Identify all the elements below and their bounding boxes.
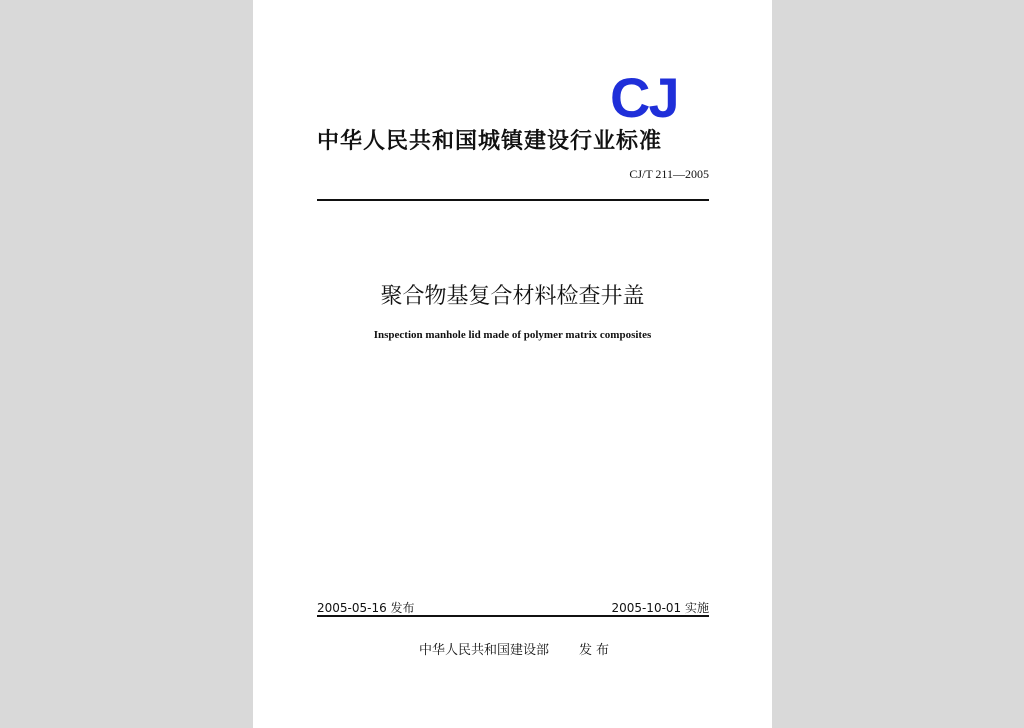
- top-divider: [317, 199, 709, 201]
- document-title-cn: 聚合物基复合材料检查井盖: [380, 284, 645, 309]
- document-page: [253, 0, 772, 728]
- standard-category: 中华人民共和国城镇建设行业标准: [317, 129, 663, 154]
- bottom-divider: [317, 615, 709, 617]
- document-title-en: Inspection manhole lid made of polymer matrix composites: [373, 329, 652, 341]
- publish-label: 发布: [579, 643, 614, 658]
- cj-logo: CJ: [610, 66, 678, 129]
- issue-date: 2005-05-16 发布: [317, 601, 415, 615]
- implementation-date: 2005-10-01 实施: [611, 601, 709, 615]
- standard-number: CJ/T 211—2005: [629, 167, 709, 181]
- publisher-name: 中华人民共和国建设部: [419, 643, 550, 658]
